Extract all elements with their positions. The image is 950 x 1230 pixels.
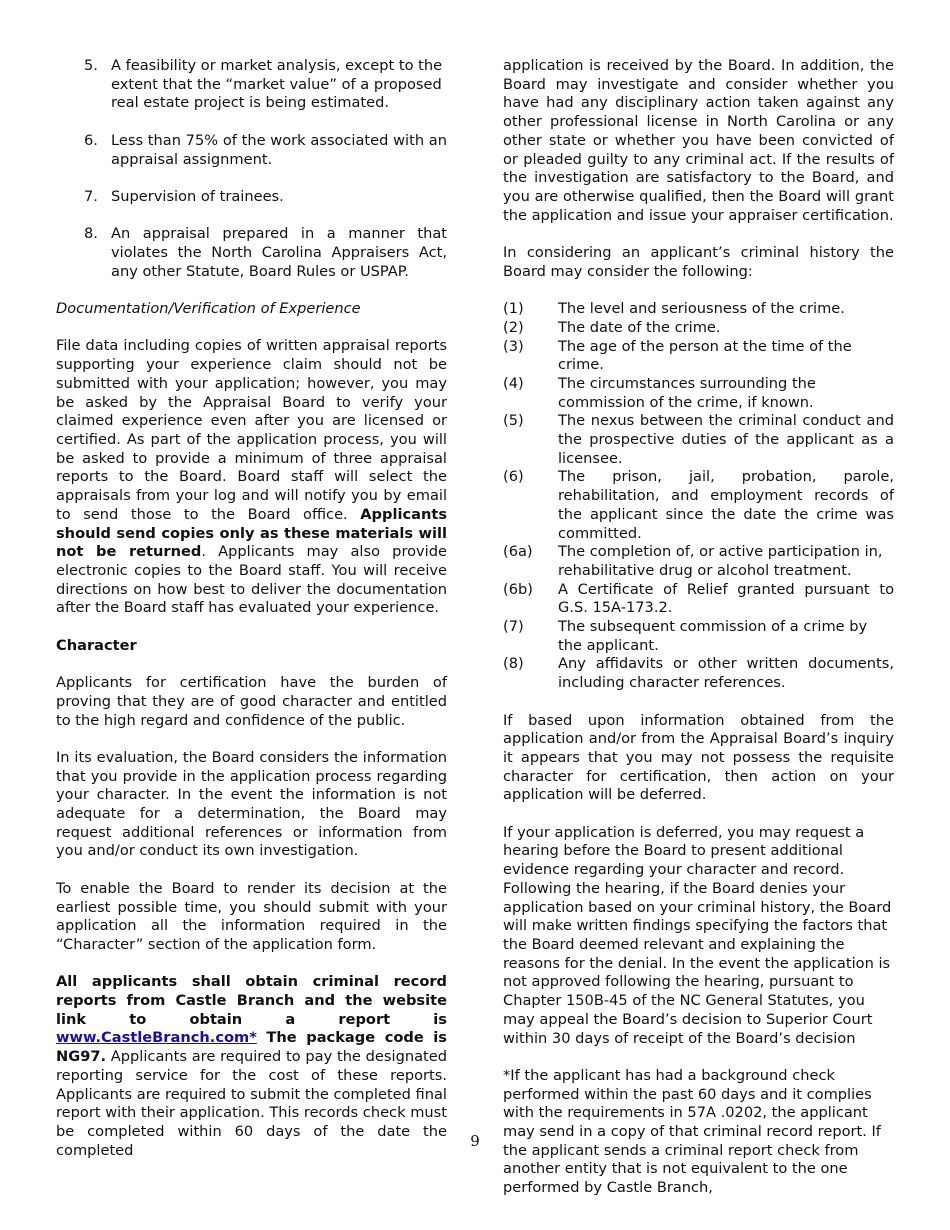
- criteria-number: (2): [503, 318, 524, 336]
- list-item-text: Supervision of trainees.: [111, 187, 284, 205]
- list-item-text: Less than 75% of the work associated with an appraisal assignment.: [111, 131, 447, 168]
- criminal-record-bold-1: All applicants shall obtain criminal record reports from Castle Branch and the website link to obtain a report is: [56, 973, 447, 1028]
- character-paragraph-1: Applicants for certification have the burden of proving that they are of good character and entitled to the high regard and confidence of the public.: [56, 674, 447, 729]
- consider-paragraph: In considering an applicant’s criminal history the Board may consider the following:: [503, 244, 894, 280]
- page-number: 9: [470, 1132, 480, 1150]
- continued-paragraph: application is received by the Board. In addition, the Board may investigate and consider whether you have had any disciplinary action taken against any other professional license in North Carolina or any other state or whether you have been convicted of or pleaded guilty to any criminal act. If the results of the investigation are satisfactory to the Board, and you are otherwise qualified, then the Board will grant the application and issue your appraiser certification.: [503, 57, 894, 224]
- criteria-item: [503, 543, 894, 580]
- criteria-text: The prison, jail, probation, parole, rehabilitation, and employment records of the applicant since the date the crime was committed.: [558, 468, 894, 542]
- criteria-item: [503, 375, 894, 412]
- criteria-number: (8): [503, 655, 524, 673]
- documentation-tail: . Applicants may also provide electronic copies to the Board staff. You will receive directions on how best to deliver the documentation after the Board staff has evaluated your experience.: [56, 543, 447, 617]
- criteria-text: A Certificate of Relief granted pursuant to G.S. 15A-173.2.: [558, 580, 894, 617]
- castle-branch-link[interactable]: www.CastleBranch.com*: [56, 1029, 257, 1047]
- character-paragraph-2: In its evaluation, the Board considers the information that you provide in the application process regarding your character. In the event the information is not adequate for a determination, the Board may request additional references or information from you and/or conduct its own investigation.: [56, 748, 447, 860]
- footnote-paragraph: *If the applicant has had a background check performed within the past 60 days and it complies with the requirements in 57A .0202, the applicant may send in a copy of that criminal record report. If the applicant sends a criminal report check from another entity that is not equivalent to the one performed by Castle Branch,: [503, 1066, 881, 1197]
- criteria-number: (1): [503, 300, 524, 318]
- criteria-number: (6): [503, 468, 524, 486]
- criteria-number: (6b): [503, 580, 533, 598]
- criteria-item: [503, 468, 894, 543]
- criteria-text: The date of the crime.: [558, 318, 721, 336]
- list-item-number: 5.: [84, 57, 98, 74]
- deferred-paragraph: If based upon information obtained from the application and/or from the Appraisal Board’s inquiry it appears that you may not possess the requisite character for certification, then action on your application will be deferred.: [503, 711, 894, 804]
- criteria-item: [503, 581, 894, 618]
- criteria-number: (4): [503, 374, 524, 392]
- criteria-item: [503, 655, 894, 692]
- criminal-record-bold-2: The package code is NG97.: [56, 1029, 447, 1066]
- criteria-item: [503, 319, 894, 338]
- documentation-heading: Documentation/Verification of Experience: [56, 300, 361, 318]
- character-paragraph-3: To enable the Board to render its decision at the earliest possible time, you should submit with your application all the information required in the “Character” section of the application form.: [56, 879, 447, 953]
- list-item: [56, 57, 447, 113]
- list-item-number: 8.: [84, 225, 98, 243]
- criteria-item: [503, 618, 894, 655]
- excluded-experience-list: [56, 57, 447, 281]
- hearing-paragraph: If your application is deferred, you may request a hearing before the Board to present additional evidence regarding your character and record. Following the hearing, if the Board denies your application based on your criminal history, the Board will make written findings specifying the factors that the Board deemed relevant and explaining the reasons for the denial. In the event the application is not approved following the hearing, pursuant to Chapter 150B-45 of the NC General Statutes, you may appeal the Board’s decision to Superior Court within 30 days of receipt of the Board’s decision: [503, 823, 892, 1047]
- list-item: [56, 188, 447, 207]
- criteria-text: The age of the person at the time of the crime.: [558, 337, 852, 374]
- criminal-record-tail: Applicants are required to pay the designated reporting service for the cost of these reports. Applicants are required to submit the completed final report with their application. This records check must be completed within 60 days of the date the completed: [56, 1048, 447, 1159]
- list-item-number: 6.: [84, 131, 98, 149]
- criteria-item: [503, 412, 894, 468]
- criteria-text: The subsequent commission of a crime by the applicant.: [558, 618, 868, 654]
- criteria-number: (5): [503, 412, 524, 430]
- list-item-text: A feasibility or market analysis, except to the extent that the “market value” of a proposed real estate project is being estimated.: [111, 57, 443, 112]
- left-column: [56, 57, 447, 1179]
- criteria-text: The completion of, or active participation in, rehabilitative drug or alcohol treatment.: [558, 543, 883, 579]
- criteria-text: The level and seriousness of the crime.: [558, 300, 845, 318]
- criteria-item: [503, 338, 894, 375]
- documentation-text: File data including copies of written appraisal reports supporting your experience claim should not be submitted with your application; however, you may be asked by the Appraisal Board to verify your claimed experience even after you are licensed or certified. As part of the application process, you will be asked to provide a minimum of three appraisal reports to the Board. Board staff will select the appraisals from your log and will notify you by email to send those to the Board office.: [56, 337, 447, 523]
- criteria-text: The circumstances surrounding the commission of the crime, if known.: [558, 374, 816, 411]
- right-column: [503, 57, 894, 1217]
- criteria-item: [503, 300, 894, 319]
- criteria-text: Any affidavits or other written documents, including character references.: [558, 655, 894, 692]
- criteria-number: (3): [503, 337, 524, 355]
- list-item: [56, 132, 447, 169]
- documentation-paragraph: [56, 337, 447, 618]
- criteria-number: (7): [503, 618, 524, 636]
- criminal-history-criteria-list: [503, 300, 894, 693]
- documentation-bold-note: Applicants should send copies only as these materials will not be returned: [56, 505, 448, 561]
- character-heading: Character: [56, 636, 137, 654]
- criteria-text: The nexus between the criminal conduct and the prospective duties of the applicant as a licensee.: [558, 412, 894, 467]
- list-item-text: An appraisal prepared in a manner that violates the North Carolina Appraisers Act, any other Statute, Board Rules or USPAP.: [111, 225, 447, 280]
- list-item-number: 7.: [84, 187, 98, 205]
- list-item: [56, 225, 447, 281]
- criteria-number: (6a): [503, 543, 533, 561]
